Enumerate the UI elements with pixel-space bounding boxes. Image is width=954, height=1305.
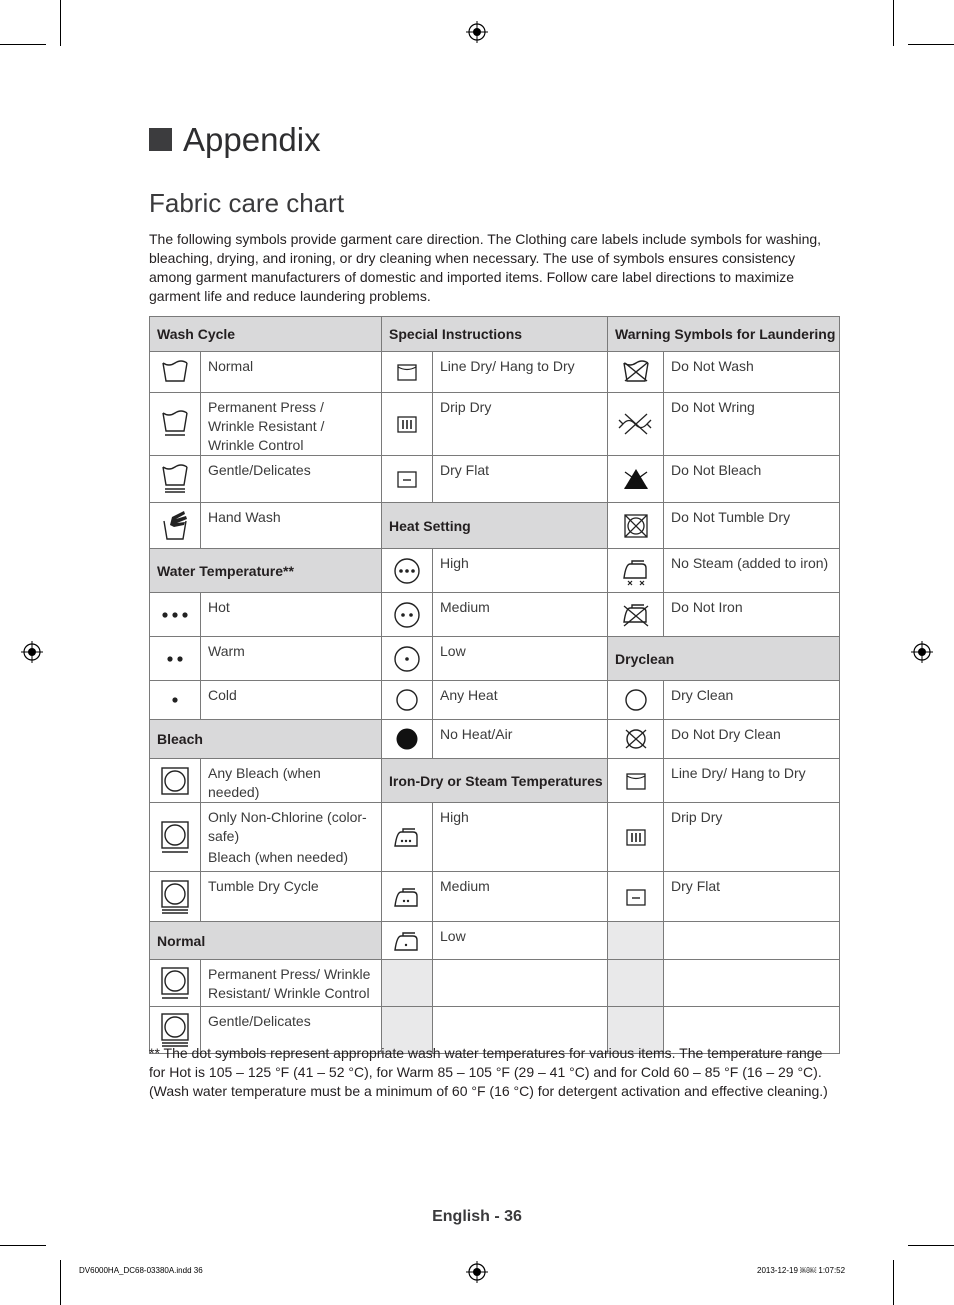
iron-low-icon — [382, 922, 433, 960]
empty-cell — [664, 960, 840, 1007]
table-cell: Line Dry/ Hang to Dry — [433, 352, 608, 393]
section-header-dryclean: Dryclean — [608, 637, 840, 681]
table-cell: Cold — [201, 681, 382, 720]
non-chlorine-bleach-icon — [150, 803, 201, 872]
table-cell: Tumble Dry Cycle — [201, 872, 382, 922]
table-cell: Low — [433, 637, 608, 681]
dry-flat-icon — [382, 456, 433, 503]
hand-wash-icon — [150, 503, 201, 549]
crop-mark — [0, 44, 46, 45]
column-header-wash-cycle: Wash Cycle — [150, 317, 382, 352]
slug-date-info: 2013-12-19 ￼￼ 1:07:52 — [757, 1266, 846, 1275]
table-cell — [201, 803, 382, 872]
table-cell: Dry Clean — [664, 681, 840, 720]
no-heat-air-icon — [382, 720, 433, 759]
heat-medium-icon — [382, 593, 433, 637]
do-not-wash-icon — [608, 352, 664, 393]
column-header-warning-symbols: Warning Symbols for Laundering — [608, 317, 840, 352]
slug-file-info: DV6000HA_DC68-03380A.indd 36 — [79, 1266, 203, 1275]
table-cell: High — [433, 803, 608, 872]
table-cell: Medium — [433, 872, 608, 922]
do-not-wring-icon — [608, 393, 664, 456]
dry-flat-icon — [608, 872, 664, 922]
table-cell: Warm — [201, 637, 382, 681]
registration-mark-icon — [911, 641, 933, 663]
no-steam-icon — [608, 549, 664, 593]
iron-high-icon — [382, 803, 433, 872]
section-header-normal: Normal — [150, 922, 382, 960]
table-cell: Drip Dry — [664, 803, 840, 872]
registration-mark-icon — [21, 641, 43, 663]
line-dry-icon — [608, 759, 664, 803]
any-heat-icon — [382, 681, 433, 720]
do-not-iron-icon — [608, 593, 664, 637]
crop-mark — [908, 44, 954, 45]
footnote: ** The dot symbols represent appropriate wash water temperatures for various items. The temperature range for Hot is 105 – 125 °F (41 – 52 °C), for Warm 85 – 105 °F (29 – 41 °C) and for Cold 60 – 85 °F (16 – 29 °C). (Wash water temperature must be a minimum of 60 °F (16 °C) for detergent activation and effective cleaning.) — [149, 1045, 828, 1099]
table-cell: Dry Flat — [664, 872, 840, 922]
empty-cell — [608, 960, 664, 1007]
table-cell: Do Not Tumble Dry — [664, 503, 840, 549]
crop-mark — [60, 0, 61, 46]
temp-hot-icon — [150, 593, 201, 637]
empty-cell — [664, 922, 840, 960]
table-cell: Medium — [433, 593, 608, 637]
intro-paragraph: The following symbols provide garment care direction. The Clothing care labels include symbols for washing, bleaching, drying, and ironing, or dry cleaning when necessary. The use of symbols ensures consistency among garment manufacturers of domestic and imported items. Follow care label directions to maximize garment life and reduce laundering problems. — [149, 231, 822, 304]
table-cell: Hot — [201, 593, 382, 637]
crop-mark — [908, 1245, 954, 1246]
wash-permanent-press-icon — [150, 393, 201, 456]
temp-cold-icon — [150, 681, 201, 720]
table-cell: Permanent Press / Wrinkle Resistant / Wrinkle Control — [201, 393, 382, 456]
table-cell: Any Bleach (when needed) — [201, 759, 382, 803]
dry-clean-icon — [608, 681, 664, 720]
table-cell-line: Only Non-Chlorine (color-safe) — [208, 809, 367, 844]
table-cell: Low — [433, 922, 608, 960]
wash-normal-icon — [150, 352, 201, 393]
do-not-dry-clean-icon — [608, 720, 664, 759]
table-cell: Do Not Dry Clean — [664, 720, 840, 759]
dry-permanent-press-icon — [150, 960, 201, 1007]
empty-cell — [433, 960, 608, 1007]
crop-mark — [893, 1260, 894, 1305]
table-cell: No Steam (added to iron) — [664, 549, 840, 593]
fabric-care-table — [149, 316, 840, 1054]
do-not-tumble-dry-icon — [608, 503, 664, 549]
table-cell: Do Not Bleach — [664, 456, 840, 503]
table-cell: Permanent Press/ Wrinkle Resistant/ Wrinkle Control — [201, 960, 382, 1007]
table-cell: Do Not Wring — [664, 393, 840, 456]
page-title: Appendix — [183, 121, 321, 158]
registration-mark-icon — [466, 1261, 488, 1283]
table-cell: Normal — [201, 352, 382, 393]
table-cell: No Heat/Air — [433, 720, 608, 759]
temp-warm-icon — [150, 637, 201, 681]
table-cell: Do Not Iron — [664, 593, 840, 637]
line-dry-icon — [382, 352, 433, 393]
section-header-heat-setting: Heat Setting — [382, 503, 608, 549]
table-cell: Line Dry/ Hang to Dry — [664, 759, 840, 803]
page-number: English - 36 — [432, 1208, 522, 1225]
any-bleach-icon — [150, 759, 201, 803]
table-cell: Drip Dry — [433, 393, 608, 456]
table-cell: Do Not Wash — [664, 352, 840, 393]
table-cell: High — [433, 549, 608, 593]
table-cell: Any Heat — [433, 681, 608, 720]
crop-mark — [60, 1260, 61, 1305]
drip-dry-icon — [608, 803, 664, 872]
empty-cell — [608, 922, 664, 960]
section-header-iron-temperatures: Iron-Dry or Steam Temperatures — [382, 759, 608, 803]
crop-mark — [893, 0, 894, 46]
column-header-special-instructions: Special Instructions — [382, 317, 608, 352]
registration-mark-icon — [466, 21, 488, 43]
iron-medium-icon — [382, 872, 433, 922]
table-cell-line: Bleach (when needed) — [208, 849, 349, 865]
section-title: Fabric care chart — [149, 188, 345, 218]
wash-gentle-icon — [150, 456, 201, 503]
drip-dry-icon — [382, 393, 433, 456]
section-header-water-temperature: Water Temperature** — [150, 549, 382, 593]
section-header-bleach: Bleach — [150, 720, 382, 759]
crop-mark — [0, 1245, 46, 1246]
heat-low-icon — [382, 637, 433, 681]
tumble-dry-cycle-icon — [150, 872, 201, 922]
table-cell: Dry Flat — [433, 456, 608, 503]
table-cell: Gentle/Delicates — [201, 1007, 382, 1054]
table-cell: Gentle/Delicates — [201, 456, 382, 503]
do-not-bleach-icon — [608, 456, 664, 503]
title-square-icon — [149, 128, 172, 151]
empty-cell — [382, 960, 433, 1007]
heat-high-icon — [382, 549, 433, 593]
table-cell: Hand Wash — [201, 503, 382, 549]
